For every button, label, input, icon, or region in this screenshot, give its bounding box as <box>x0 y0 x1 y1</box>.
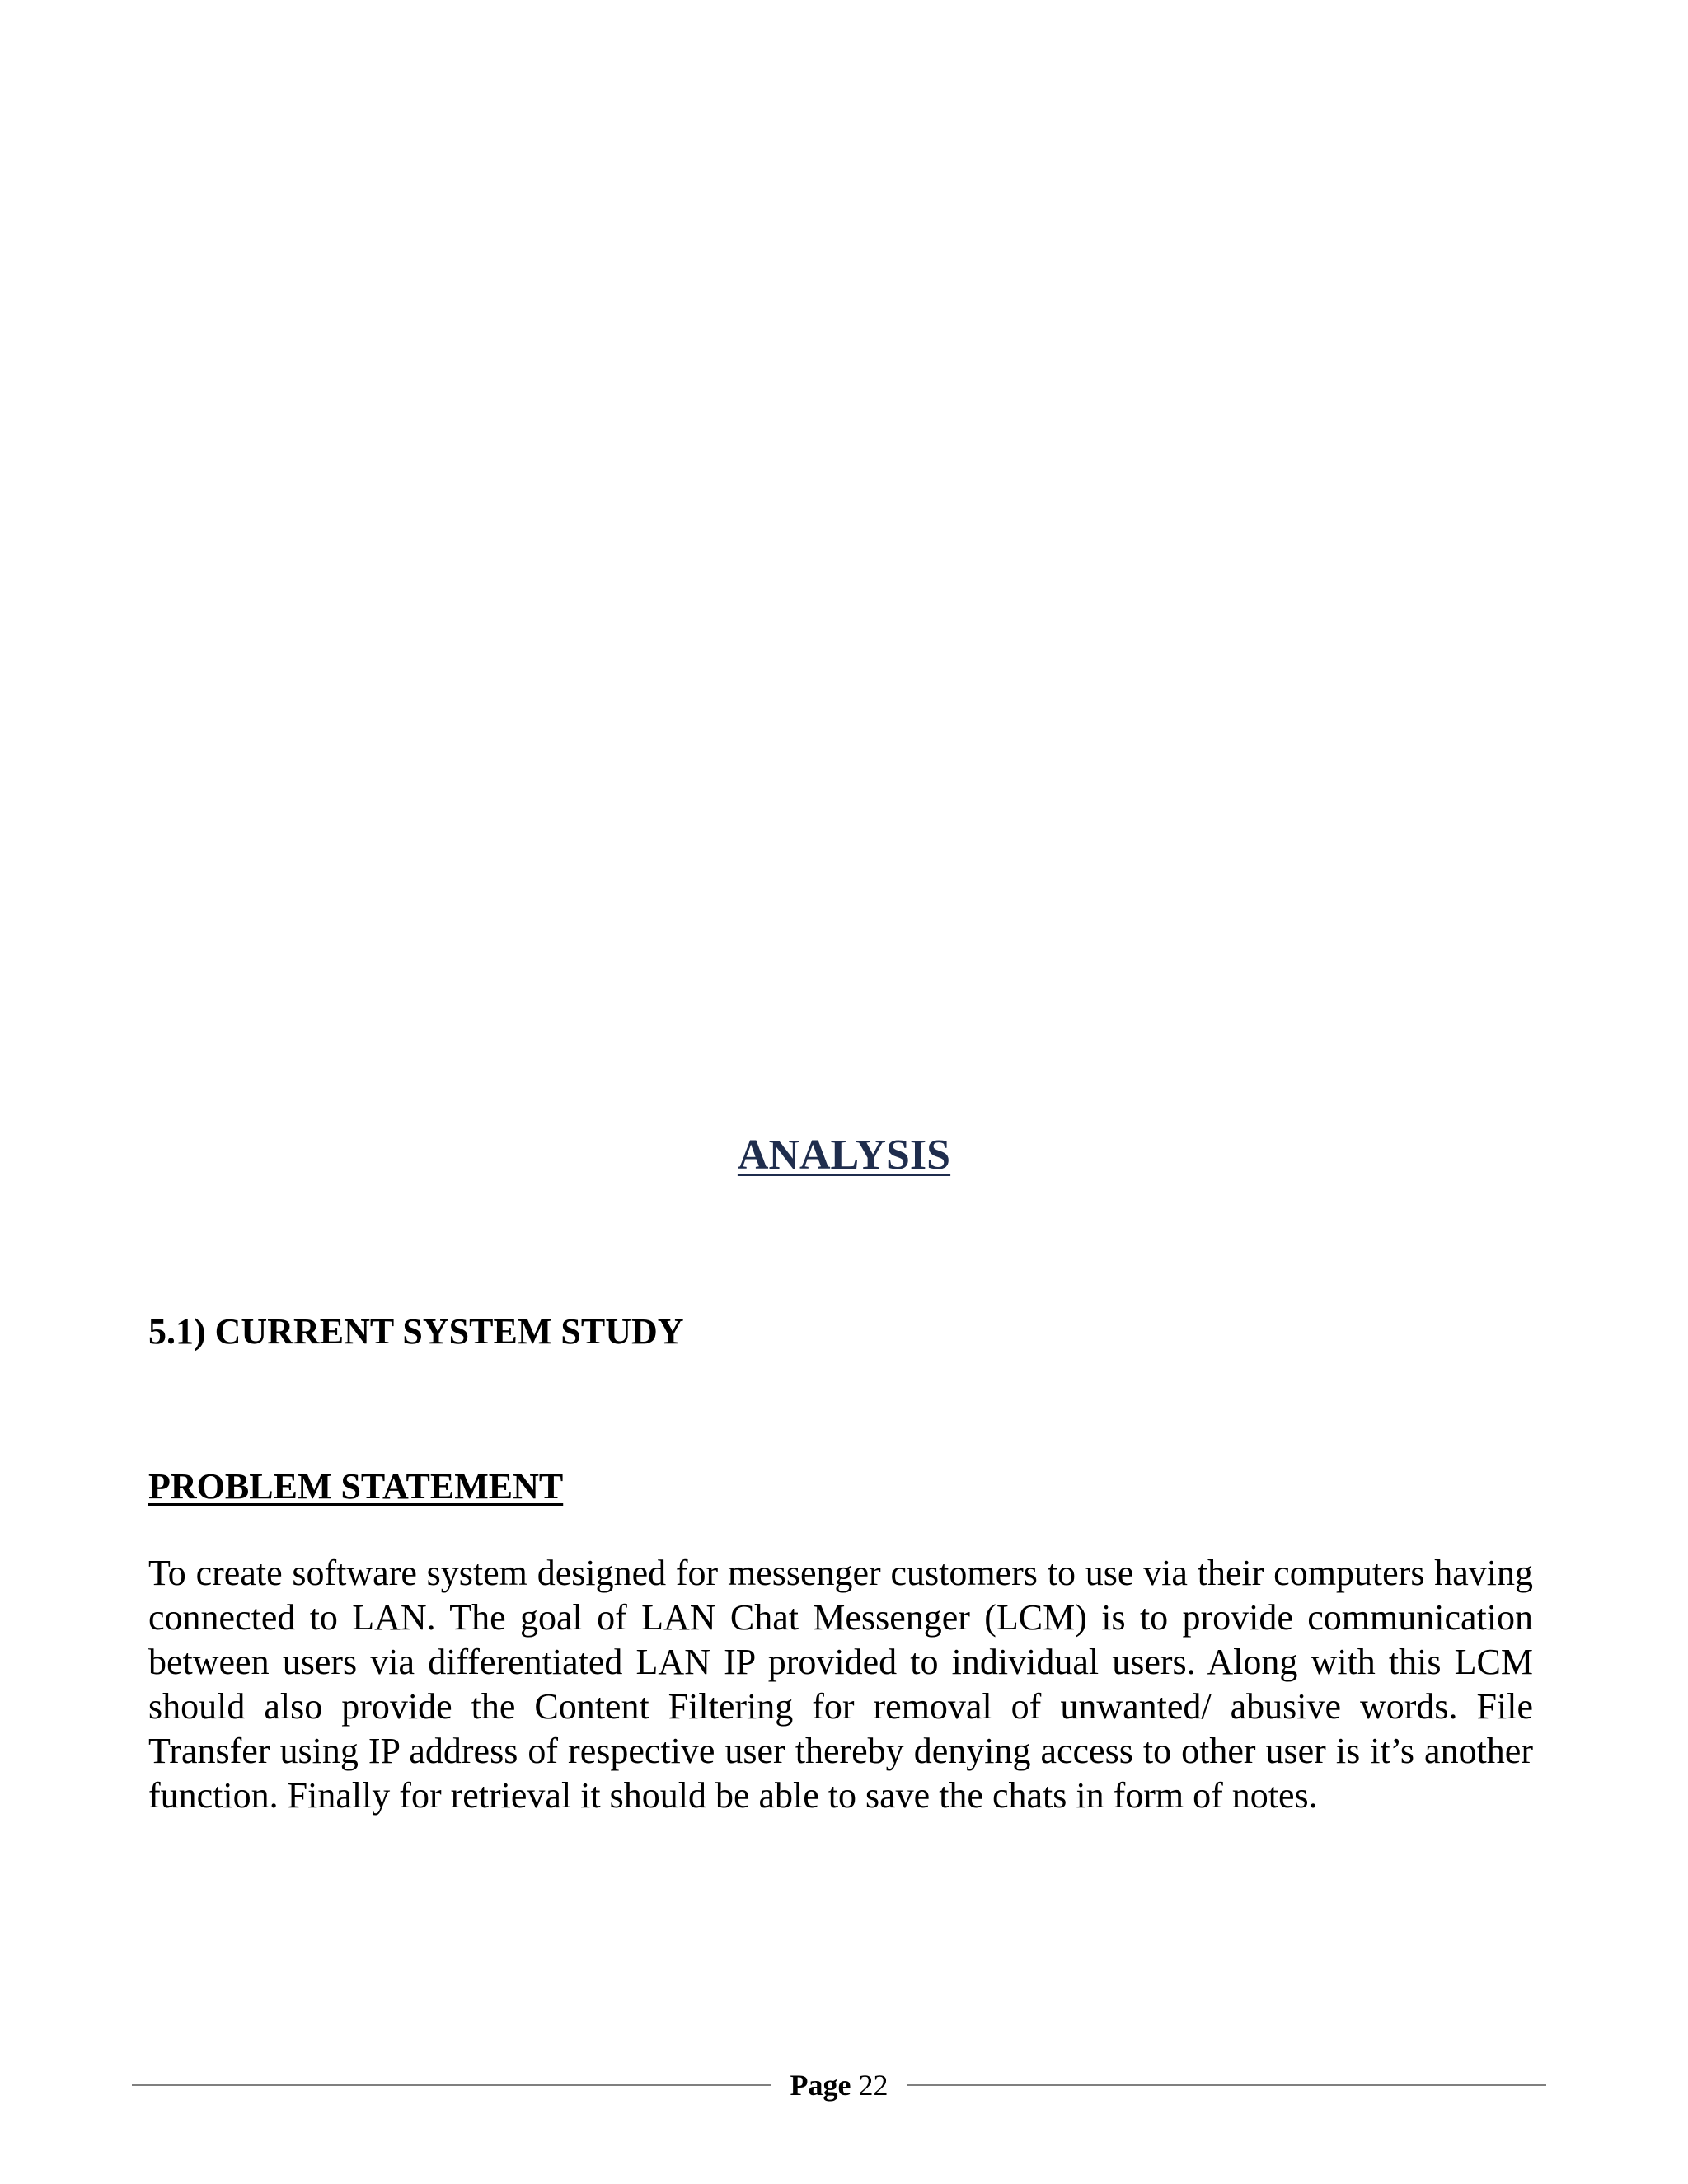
page-number-label <box>771 2060 908 2110</box>
problem-statement-paragraph: To create software system designed for messenger customers to use via their computers having connected to LAN. The goal of LAN Chat Messenger (LCM) is to provide communication between users via differentiated LAN IP provided to individual users. Along with this LCM should also provide the Content Filtering for removal of unwanted/ abusive words. File Transfer using IP address of respective user thereby denying access to other user is it’s another function. Finally for retrieval it should be able to save the chats in form of notes. <box>148 1553 1533 1816</box>
page-footer <box>132 2060 1546 2110</box>
section-heading: 5.1) CURRENT SYSTEM STUDY <box>148 1311 684 1352</box>
problem-statement-heading: PROBLEM STATEMENT <box>148 1466 564 1507</box>
page-word: Page <box>790 2069 851 2102</box>
page-number: 22 <box>858 2069 889 2102</box>
footer-rule-right <box>907 2084 1546 2086</box>
page-title: ANALYSIS <box>737 1132 951 1179</box>
footer-rule-left <box>132 2084 771 2086</box>
